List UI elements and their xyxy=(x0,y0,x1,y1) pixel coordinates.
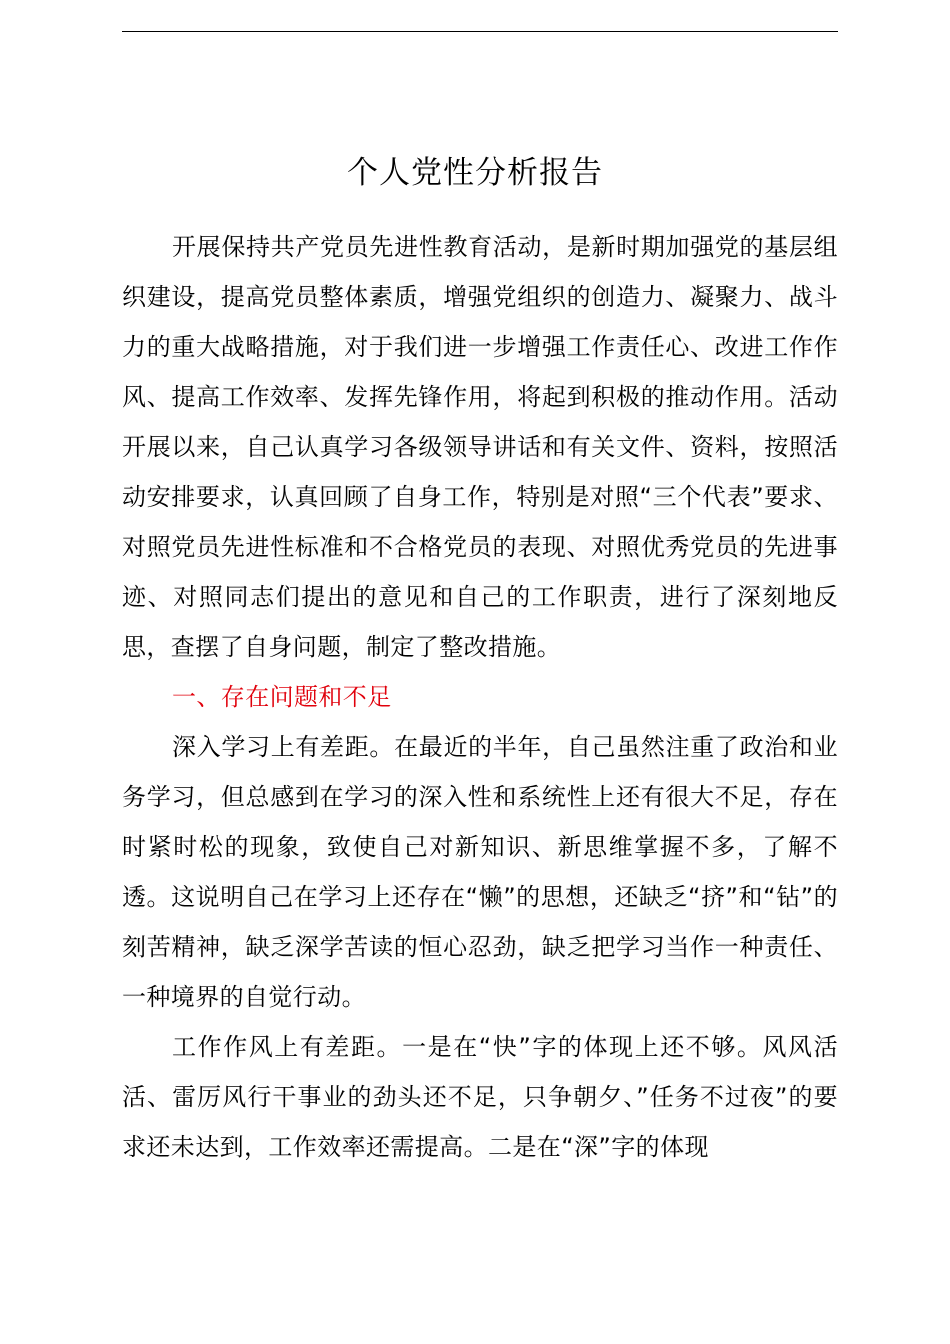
document-body xyxy=(122,222,838,1172)
intro-paragraph: 开展保持共产党员先进性教育活动，是新时期加强党的基层组织建设，提高党员整体素质，增强党组织的创造力、凝聚力、战斗力的重大战略措施，对于我们进一步增强工作责任心、改进工作作风、提高工作效率、发挥先锋作用，将起到积极的推动作用。活动开展以来，自己认真学习各级领导讲话和有关文件、资料，按照活动安排要求，认真回顾了自身工作，特别是对照“三个代表”要求、对照党员先进性标准和不合格党员的表现、对照优秀党员的先进事迹、对照同志们提出的意见和自己的工作职责，进行了深刻地反思，查摆了自身问题，制定了整改措施。 xyxy=(122,233,838,661)
study-gap-paragraph: 深入学习上有差距。在最近的半年，自己虽然注重了政治和业务学习，但总感到在学习的深入性和系统性上还有很大不足，存在时紧时松的现象，致使自己对新知识、新思维掌握不多，了解不透。这说明自己在学习上还存在“懒”的思想，还缺乏“挤”和“钻”的刻苦精神，缺乏深学苦读的恒心忍劲，缺乏把学习当作一种责任、一种境界的自觉行动。 xyxy=(122,733,838,1011)
section-heading: 一、存在问题和不足 xyxy=(172,683,392,711)
work-style-gap-paragraph: 工作作风上有差距。一是在“快”字的体现上还不够。风风活活、雷厉风行干事业的劲头还不足，只争朝夕、”任务不过夜”的要求还未达到，工作效率还需提高。二是在“深”字的体现 xyxy=(122,1033,838,1161)
document-title: 个人党性分析报告 xyxy=(347,155,603,191)
header-rule xyxy=(122,31,838,32)
